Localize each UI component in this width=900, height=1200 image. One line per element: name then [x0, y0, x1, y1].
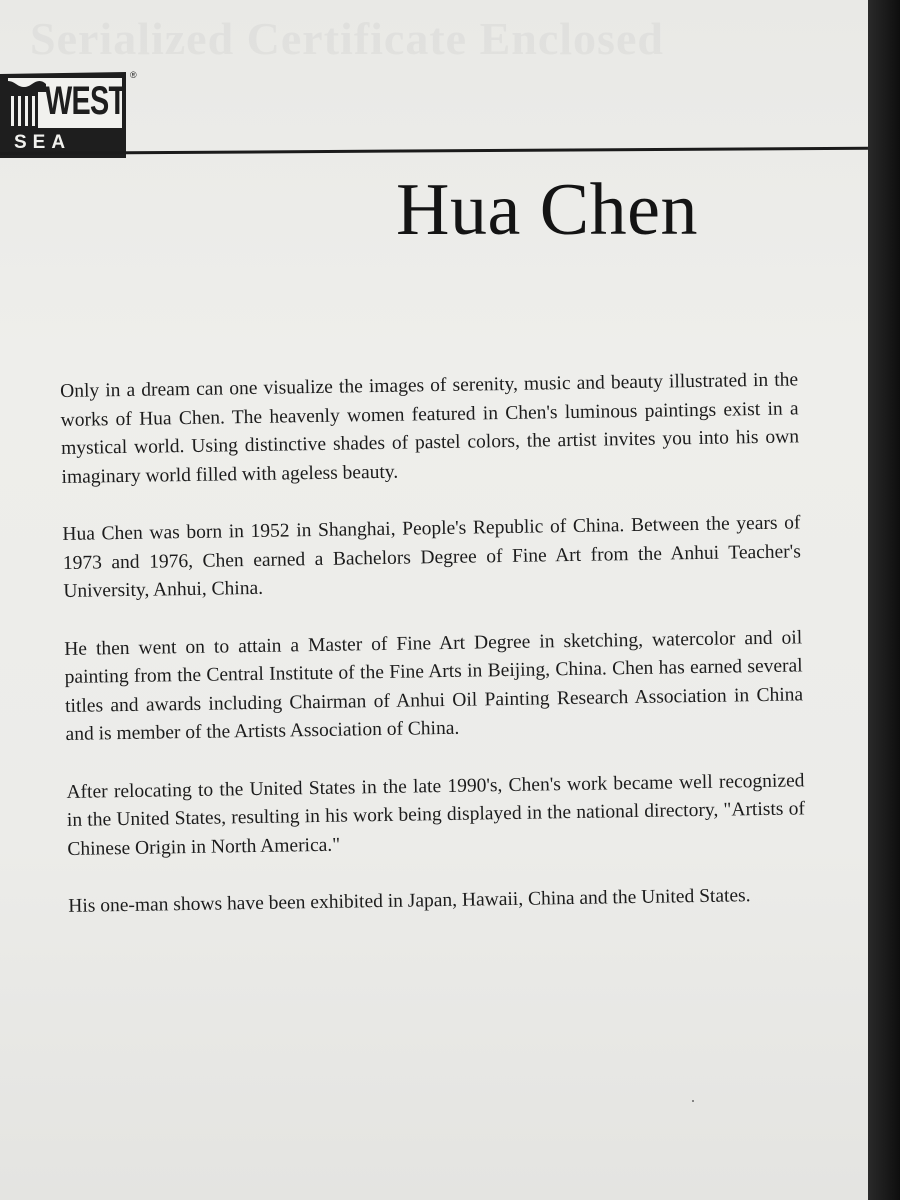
paper-speck — [692, 1100, 694, 1102]
artist-name-title: Hua Chen — [396, 169, 698, 251]
bio-paragraph-1: Only in a dream can one visualize the images of serenity, music and beauty illustrated in the works of Hua Chen. The heavenly women featured in Chen's luminous paintings exist in a mystical world. Using distinctive shades of pastel colors, the artist invites you into his own imaginary world filled with ageless beauty. — [60, 369, 800, 488]
show-through-text: Serialized Certificate Enclosed — [30, 13, 664, 64]
bio-paragraph-2: Hua Chen was born in 1952 in Shanghai, People's Republic of China. Between the years of 1973 and 1976, Chen earned a Bachelors Degree of Fine Art from the Anhui Teacher's University, Anhui, China. — [62, 512, 801, 602]
bio-paragraph-5: His one-man shows have been exhibited in Japan, Hawaii, China and the United States. — [68, 885, 751, 917]
dark-background-edge — [868, 0, 900, 1200]
bio-paragraph-4: After relocating to the United States in the late 1990's, Chen's work became well recognized in the United States, resulting in his work being displayed in the national directory, "Artists of Chinese Origin in North America." — [66, 769, 806, 860]
logo-registered-mark: ® — [130, 70, 137, 80]
header-rule — [0, 147, 868, 155]
westsea-logo — [0, 70, 137, 158]
bio-paragraph-3: He then went on to attain a Master of Fine Art Degree in sketching, watercolor and oil painting from the Central Institute of the Fine Arts in Beijing, China. Chen has earned several titles and awards including Chairman of Anhui Oil Painting Research Association in China and is member of the Artists Association of China. — [64, 626, 804, 745]
logo-brand-bottom: SEA — [14, 132, 72, 153]
logo-brand-top: WEST — [45, 79, 126, 123]
biography-text — [60, 366, 807, 950]
